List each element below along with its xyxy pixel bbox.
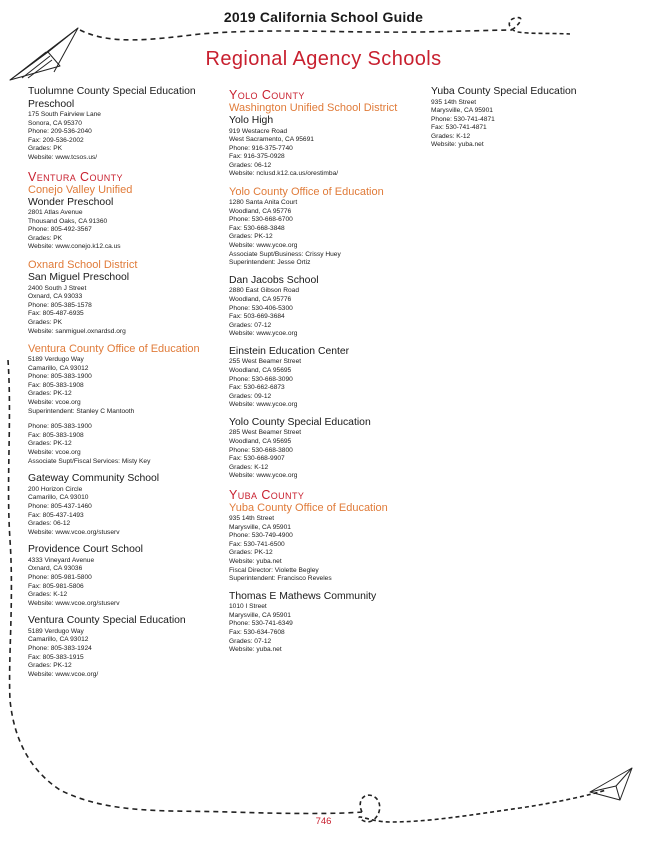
detail-line: Phone: 530-668-3090 — [229, 375, 293, 383]
listing-entry — [229, 591, 424, 655]
detail-line: Phone: 805-383-1900 — [28, 373, 92, 381]
column-2 — [229, 86, 424, 662]
detail-line: Grades: 06-12 — [28, 520, 71, 528]
listing-entry — [28, 544, 218, 608]
detail-line: 1280 Santa Anita Court — [229, 199, 298, 207]
detail-line: 285 West Beamer Street — [229, 429, 302, 437]
organization-heading: Washington Unified School District — [229, 102, 398, 114]
detail-line: Fax: 530-668-3848 — [229, 224, 285, 232]
listing-entry — [28, 343, 218, 466]
detail-line: Woodland, CA 95695 — [229, 366, 292, 374]
detail-line: Oxnard, CA 93036 — [28, 565, 83, 573]
detail-line: 5189 Verdugo Way — [28, 627, 84, 635]
listing-entry — [229, 417, 424, 481]
detail-line: Phone: 805-385-1578 — [28, 301, 92, 309]
detail-line: Phone: 530-749-4900 — [229, 532, 293, 540]
detail-line: Website: vcoe.org — [28, 449, 81, 457]
detail-line: Superintendent: Jesse Ortiz — [229, 259, 311, 267]
detail-line: Fax: 805-981-5806 — [28, 582, 84, 590]
school-name: Yuba County Special Education — [431, 86, 577, 97]
detail-line: Grades: PK-12 — [229, 233, 273, 241]
detail-line: Marysville, CA 95901 — [431, 107, 493, 115]
school-name: Dan Jacobs School — [229, 274, 319, 286]
detail-line: Marysville, CA 95901 — [229, 523, 291, 531]
detail-line: Fax: 805-437-1493 — [28, 511, 84, 519]
listing-entry — [229, 346, 424, 410]
detail-line: Phone: 530-668-6700 — [229, 216, 293, 224]
section-title: Regional Agency Schools — [205, 48, 442, 70]
detail-line: Phone: 805-492-3567 — [28, 226, 92, 234]
detail-line: Website: www.ycoe.org — [229, 472, 298, 480]
detail-line: 5189 Verdugo Way — [28, 356, 84, 364]
detail-line: Website: yuba.net — [229, 646, 282, 654]
detail-line: Superintendent: Francisco Reveles — [229, 575, 332, 583]
detail-line: Website: nclusd.k12.ca.us/orestimba/ — [229, 170, 339, 178]
county-heading: Yolo County — [229, 88, 305, 102]
detail-line: West Sacramento, CA 95691 — [229, 136, 314, 144]
detail-line: Fiscal Director: Violette Begley — [229, 566, 319, 574]
detail-line: Phone: 530-741-4871 — [431, 115, 495, 123]
detail-line: Website: www.conejo.k12.ca.us — [28, 243, 121, 251]
detail-line: Grades: PK — [28, 234, 63, 242]
detail-line: 919 Westacre Road — [229, 127, 288, 135]
detail-line: Website: www.tcsos.us/ — [28, 153, 98, 161]
detail-line: Fax: 805-383-1908 — [28, 431, 84, 439]
detail-line: Grades: 06-12 — [229, 161, 272, 169]
detail-line: Grades: 07-12 — [229, 321, 272, 329]
column-3 — [431, 86, 631, 157]
detail-line: Website: yuba.net — [229, 557, 282, 565]
detail-line: Website: www.vcoe.org/stuserv — [28, 599, 120, 607]
school-name: Ventura County Special Education — [28, 615, 186, 627]
detail-line: Fax: 530-668-9907 — [229, 455, 285, 463]
detail-line: 1010 I Street — [229, 603, 267, 611]
detail-line: Grades: PK — [28, 318, 63, 326]
school-name: Gateway Community School — [28, 473, 160, 485]
detail-line: Associate Supt/Fiscal Services: Misty Key — [28, 457, 151, 465]
detail-line: Phone: 530-406-5300 — [229, 304, 293, 312]
detail-line: Phone: 916-375-7740 — [229, 144, 293, 152]
listing-entry — [28, 86, 218, 163]
detail-line: Fax: 805-383-1915 — [28, 653, 84, 661]
detail-line: Website: www.vcoe.org/stuserv — [28, 528, 120, 536]
school-name: Tuolumne County Special Education Preschool — [28, 86, 196, 110]
detail-line: Website: www.ycoe.org — [229, 242, 298, 250]
detail-line: Camarillo, CA 93010 — [28, 494, 89, 502]
detail-line: Phone: 805-383-1900 — [28, 423, 92, 431]
detail-line: Fax: 503-669-3684 — [229, 313, 285, 321]
detail-line: Camarillo, CA 93012 — [28, 364, 89, 372]
detail-line: Website: www.ycoe.org — [229, 401, 298, 409]
page-number: 746 — [315, 816, 332, 827]
detail-line: Phone: 530-668-3800 — [229, 446, 293, 454]
school-name: Thomas E Mathews Community — [229, 590, 377, 602]
county-heading: Yuba County — [229, 488, 305, 502]
detail-line: 935 14th Street — [431, 98, 477, 106]
detail-line: Associate Supt/Business: Crissy Huey — [229, 250, 341, 258]
detail-line: Superintendent: Stanley C Mantooth — [28, 407, 135, 415]
detail-line: Phone: 805-437-1460 — [28, 502, 92, 510]
paper-airplane-icon — [590, 768, 632, 800]
detail-line: Grades: PK-12 — [28, 390, 72, 398]
detail-line: Fax: 916-375-0928 — [229, 153, 285, 161]
detail-line: Marysville, CA 95901 — [229, 611, 291, 619]
school-name: Providence Court School — [28, 544, 143, 556]
listing-entry — [229, 488, 424, 584]
detail-line: 4333 Vineyard Avenue — [28, 556, 95, 564]
organization-heading: Yuba County Office of Education — [229, 502, 388, 514]
detail-line: Fax: 209-536-2002 — [28, 136, 84, 144]
detail-line: Phone: 209-536-2040 — [28, 128, 92, 136]
school-name: Einstein Education Center — [229, 345, 350, 357]
detail-line: Phone: 805-981-5800 — [28, 573, 92, 581]
detail-line: 2400 South J Street — [28, 284, 87, 292]
detail-line: Website: www.ycoe.org — [229, 330, 298, 338]
detail-line: Woodland, CA 95695 — [229, 438, 292, 446]
detail-line: Grades: PK-12 — [28, 440, 72, 448]
line-spacer — [28, 416, 218, 423]
detail-line: 255 West Beamer Street — [229, 358, 302, 366]
detail-line: Fax: 805-383-1908 — [28, 381, 84, 389]
detail-line: Woodland, CA 95776 — [229, 295, 292, 303]
detail-line: Grades: PK-12 — [28, 662, 72, 670]
detail-line: Camarillo, CA 93012 — [28, 636, 89, 644]
listing-entry — [229, 275, 424, 339]
detail-line: Phone: 530-741-6349 — [229, 620, 293, 628]
listing-entry — [431, 86, 631, 150]
detail-line: Fax: 530-741-4871 — [431, 124, 487, 132]
school-name: Yolo County Special Education — [229, 416, 371, 428]
detail-line: 2880 East Gibson Road — [229, 287, 300, 295]
listing-entry — [229, 186, 424, 268]
detail-line: Website: yuba.net — [431, 141, 484, 149]
detail-line: Grades: K-12 — [431, 132, 471, 140]
detail-line: Grades: K-12 — [229, 463, 269, 471]
listing-entry — [28, 473, 218, 537]
organization-heading: Oxnard School District — [28, 259, 138, 272]
detail-line: 200 Horizon Circle — [28, 485, 83, 493]
detail-line: Grades: 09-12 — [229, 392, 272, 400]
county-heading: Ventura County — [28, 169, 123, 184]
detail-line: Grades: K-12 — [28, 591, 68, 599]
school-name: San Miguel Preschool — [28, 272, 130, 284]
detail-line: Sonora, CA 95370 — [28, 119, 82, 127]
detail-line: Grades: PK — [28, 145, 63, 153]
detail-line: Fax: 805-487-6935 — [28, 310, 84, 318]
listing-entry — [28, 259, 218, 336]
detail-line: Website: www.vcoe.org/ — [28, 670, 99, 678]
guide-title: 2019 California School Guide — [223, 9, 424, 25]
school-name: Wonder Preschool — [28, 196, 114, 208]
detail-line: Fax: 530-662-6873 — [229, 384, 285, 392]
detail-line: 935 14th Street — [229, 515, 275, 522]
organization-heading: Ventura County Office of Education — [28, 343, 200, 356]
detail-line: Phone: 805-383-1924 — [28, 645, 92, 653]
detail-line: Website: sanmiguel.oxnardsd.org — [28, 327, 126, 335]
school-name: Yolo High — [229, 115, 274, 126]
listing-entry — [229, 88, 424, 179]
organization-heading: Yolo County Office of Education — [229, 186, 384, 199]
detail-line: Woodland, CA 95776 — [229, 207, 292, 215]
listing-entry — [28, 170, 218, 252]
detail-line: Website: vcoe.org — [28, 399, 81, 407]
detail-line: Fax: 530-741-6500 — [229, 540, 285, 548]
detail-line: Grades: PK-12 — [229, 549, 273, 557]
detail-line: Thousand Oaks, CA 91360 — [28, 217, 108, 225]
organization-heading: Conejo Valley Unified — [28, 183, 133, 196]
detail-line: Oxnard, CA 93033 — [28, 293, 83, 301]
detail-line: Fax: 530-634-7608 — [229, 629, 285, 637]
detail-line: 2801 Atlas Avenue — [28, 209, 83, 217]
detail-line: Grades: 07-12 — [229, 637, 272, 645]
listing-entry — [28, 615, 218, 679]
column-1 — [28, 86, 218, 686]
detail-line: 175 South Fairview Lane — [28, 111, 101, 118]
